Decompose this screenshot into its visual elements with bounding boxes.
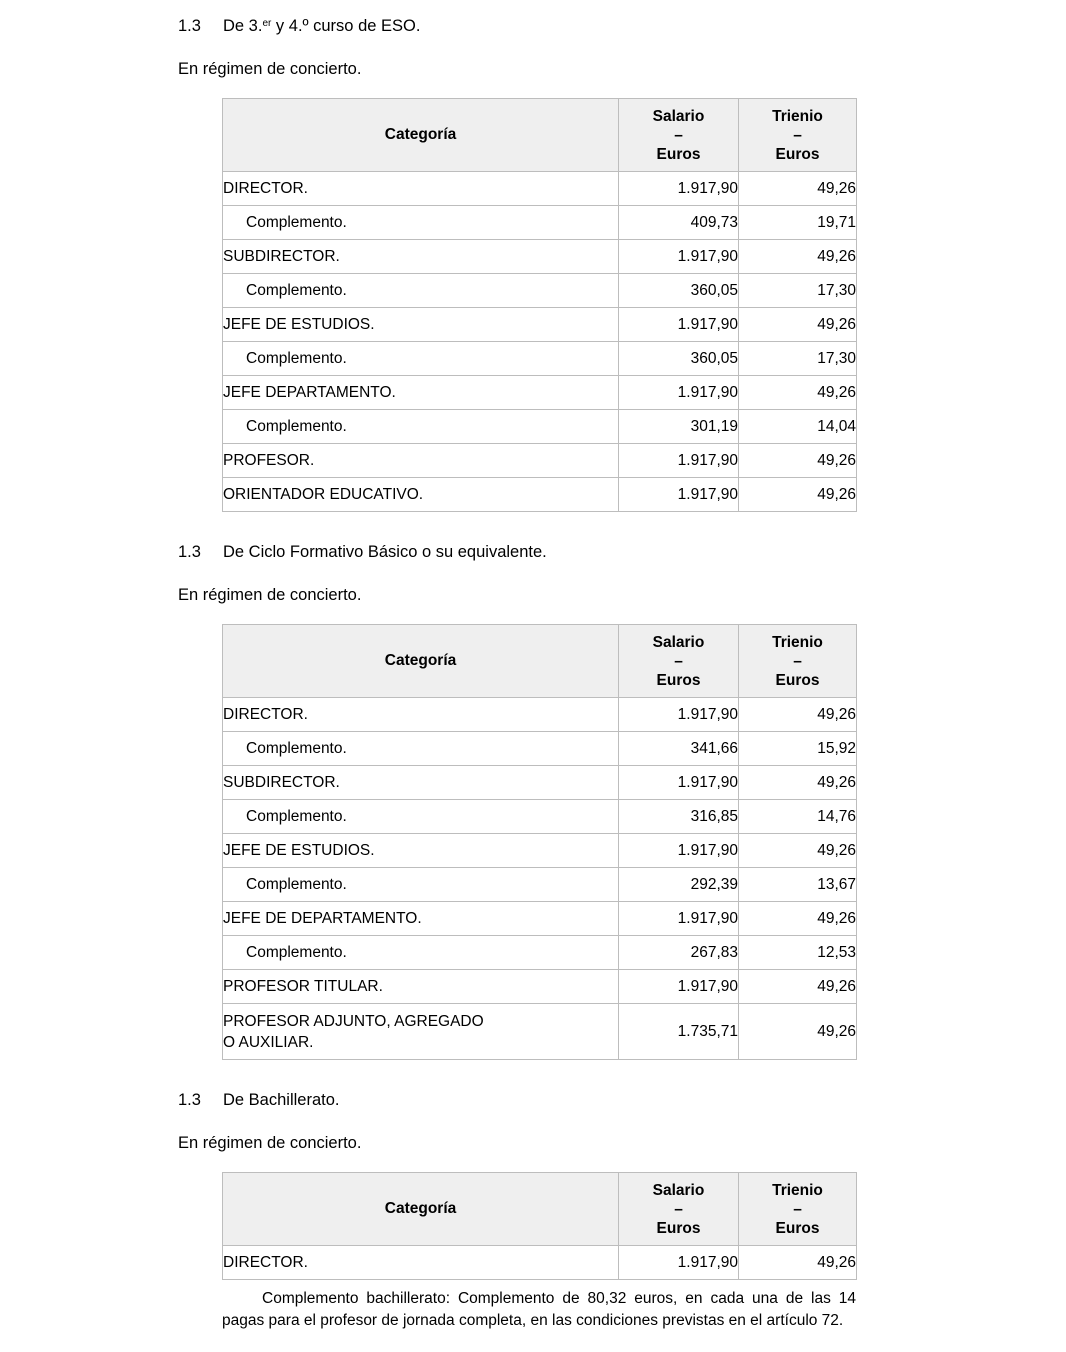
table-header-row	[223, 625, 857, 698]
header-euros-label: Euros	[656, 1219, 701, 1237]
header-trienio-label: Trienio	[772, 1181, 823, 1199]
table-row	[223, 478, 857, 512]
table-row	[223, 970, 857, 1004]
trienio-cell: 49,26	[739, 902, 857, 936]
trienio-cell: 49,26	[739, 240, 857, 274]
table-row	[223, 1004, 857, 1060]
trienio-cell: 49,26	[739, 1246, 857, 1280]
table-row	[223, 240, 857, 274]
salario-cell: 267,83	[619, 936, 739, 970]
trienio-cell: 49,26	[739, 478, 857, 512]
table-row	[223, 308, 857, 342]
trienio-cell: 14,04	[739, 410, 857, 444]
regimen-note: En régimen de concierto.	[178, 586, 362, 604]
column-header-trienio	[739, 99, 857, 172]
salario-cell: 1.917,90	[619, 444, 739, 478]
salario-cell: 1.917,90	[619, 1246, 739, 1280]
salario-cell: 1.917,90	[619, 766, 739, 800]
column-header-salario	[619, 99, 739, 172]
categoria-cell: Complemento.	[223, 206, 619, 240]
table-row	[223, 936, 857, 970]
salary-table-ciclo-formativo	[222, 624, 857, 1060]
table-row	[223, 206, 857, 240]
section-title-text-end: y 4.º curso de ESO.	[271, 17, 421, 35]
salario-cell: 360,05	[619, 342, 739, 376]
salario-cell: 409,73	[619, 206, 739, 240]
trienio-cell: 49,26	[739, 834, 857, 868]
categoria-cell: SUBDIRECTOR.	[223, 766, 619, 800]
section-title	[223, 1091, 339, 1109]
table-row	[223, 444, 857, 478]
categoria-cell: SUBDIRECTOR.	[223, 240, 619, 274]
table-row	[223, 342, 857, 376]
salario-cell: 1.917,90	[619, 834, 739, 868]
salario-cell: 1.917,90	[619, 240, 739, 274]
header-dash: –	[674, 126, 683, 144]
table-row	[223, 800, 857, 834]
salario-cell: 1.917,90	[619, 172, 739, 206]
column-header-categoria: Categoría	[223, 99, 619, 172]
table-row	[223, 1246, 857, 1280]
header-dash: –	[793, 652, 802, 670]
categoria-cell: PROFESOR TITULAR.	[223, 970, 619, 1004]
trienio-cell: 19,71	[739, 206, 857, 240]
header-dash: –	[793, 126, 802, 144]
table-row	[223, 698, 857, 732]
section-number: 1.3	[178, 1091, 201, 1109]
section-title	[223, 17, 420, 35]
salario-cell: 1.917,90	[619, 970, 739, 1004]
regimen-note: En régimen de concierto.	[178, 1134, 362, 1152]
section-heading-ciclo-formativo	[178, 542, 1066, 563]
header-trienio-label: Trienio	[772, 633, 823, 651]
regimen-note: En régimen de concierto.	[178, 60, 362, 78]
categoria-cell: JEFE DEPARTAMENTO.	[223, 376, 619, 410]
header-salario-label: Salario	[652, 107, 705, 125]
trienio-cell: 49,26	[739, 970, 857, 1004]
section-title-superscript: er	[262, 18, 272, 29]
categoria-cell: ORIENTADOR EDUCATIVO.	[223, 478, 619, 512]
salary-table-bachillerato	[222, 1172, 857, 1280]
section-heading-bachillerato	[178, 1090, 1066, 1111]
categoria-cell: PROFESOR.	[223, 444, 619, 478]
table-header-row	[223, 99, 857, 172]
categoria-cell: Complemento.	[223, 410, 619, 444]
header-euros-label: Euros	[775, 1219, 820, 1237]
trienio-cell: 15,92	[739, 732, 857, 766]
categoria-cell: JEFE DE ESTUDIOS.	[223, 308, 619, 342]
header-dash: –	[793, 1200, 802, 1218]
categoria-cell: Complemento.	[223, 342, 619, 376]
salario-cell: 341,66	[619, 732, 739, 766]
header-euros-label: Euros	[775, 671, 820, 689]
categoria-cell: JEFE DE ESTUDIOS.	[223, 834, 619, 868]
column-header-categoria: Categoría	[223, 625, 619, 698]
salario-cell: 301,19	[619, 410, 739, 444]
header-dash: –	[674, 1200, 683, 1218]
trienio-cell: 14,76	[739, 800, 857, 834]
categoria-text: PROFESOR ADJUNTO, AGREGADO O AUXILIAR.	[223, 1012, 484, 1051]
salario-cell: 1.917,90	[619, 478, 739, 512]
header-salario-label: Salario	[652, 1181, 705, 1199]
header-euros-label: Euros	[656, 671, 701, 689]
trienio-cell: 49,26	[739, 698, 857, 732]
section-number: 1.3	[178, 543, 201, 561]
header-salario-label: Salario	[652, 633, 705, 651]
section-title-text: De 3.	[223, 17, 263, 35]
trienio-cell: 49,26	[739, 308, 857, 342]
column-header-trienio	[739, 625, 857, 698]
column-header-salario	[619, 625, 739, 698]
trienio-cell: 12,53	[739, 936, 857, 970]
table-row	[223, 732, 857, 766]
table-row	[223, 274, 857, 308]
categoria-cell: Complemento.	[223, 274, 619, 308]
categoria-cell: JEFE DE DEPARTAMENTO.	[223, 902, 619, 936]
salario-cell: 292,39	[619, 868, 739, 902]
header-trienio-label: Trienio	[772, 107, 823, 125]
salario-cell: 1.917,90	[619, 308, 739, 342]
column-header-trienio	[739, 1173, 857, 1246]
trienio-cell: 17,30	[739, 274, 857, 308]
table-row	[223, 868, 857, 902]
table-row	[223, 902, 857, 936]
trienio-cell: 49,26	[739, 766, 857, 800]
section-number: 1.3	[178, 17, 201, 35]
categoria-cell: DIRECTOR.	[223, 1246, 619, 1280]
trienio-cell: 49,26	[739, 444, 857, 478]
table-row	[223, 172, 857, 206]
categoria-cell: DIRECTOR.	[223, 698, 619, 732]
bachillerato-footnote: Complemento bachillerato: Complemento de 80,32 euros, en cada una de las 14 pagas para el profesor de jornada completa, en las condiciones previstas en el artículo 72.	[222, 1290, 856, 1329]
trienio-cell: 49,26	[739, 1004, 857, 1060]
table-row	[223, 410, 857, 444]
table-row	[223, 376, 857, 410]
section-title-text: De Ciclo Formativo Básico o su equivalente.	[223, 543, 547, 561]
section-title	[223, 543, 547, 561]
categoria-cell	[223, 1004, 619, 1060]
table-row	[223, 766, 857, 800]
table-row	[223, 834, 857, 868]
salario-cell: 360,05	[619, 274, 739, 308]
header-dash: –	[674, 652, 683, 670]
trienio-cell: 49,26	[739, 172, 857, 206]
salario-cell: 1.917,90	[619, 698, 739, 732]
trienio-cell: 17,30	[739, 342, 857, 376]
trienio-cell: 13,67	[739, 868, 857, 902]
categoria-cell: Complemento.	[223, 936, 619, 970]
section-heading-eso	[178, 16, 1066, 37]
salario-cell: 1.917,90	[619, 902, 739, 936]
column-header-categoria: Categoría	[223, 1173, 619, 1246]
header-euros-label: Euros	[656, 145, 701, 163]
categoria-cell: Complemento.	[223, 800, 619, 834]
table-header-row	[223, 1173, 857, 1246]
salario-cell: 1.735,71	[619, 1004, 739, 1060]
salario-cell: 316,85	[619, 800, 739, 834]
salary-table-eso	[222, 98, 857, 512]
header-euros-label: Euros	[775, 145, 820, 163]
trienio-cell: 49,26	[739, 376, 857, 410]
categoria-cell: DIRECTOR.	[223, 172, 619, 206]
categoria-cell: Complemento.	[223, 868, 619, 902]
salario-cell: 1.917,90	[619, 376, 739, 410]
column-header-salario	[619, 1173, 739, 1246]
categoria-cell: Complemento.	[223, 732, 619, 766]
section-title-text: De Bachillerato.	[223, 1091, 340, 1109]
